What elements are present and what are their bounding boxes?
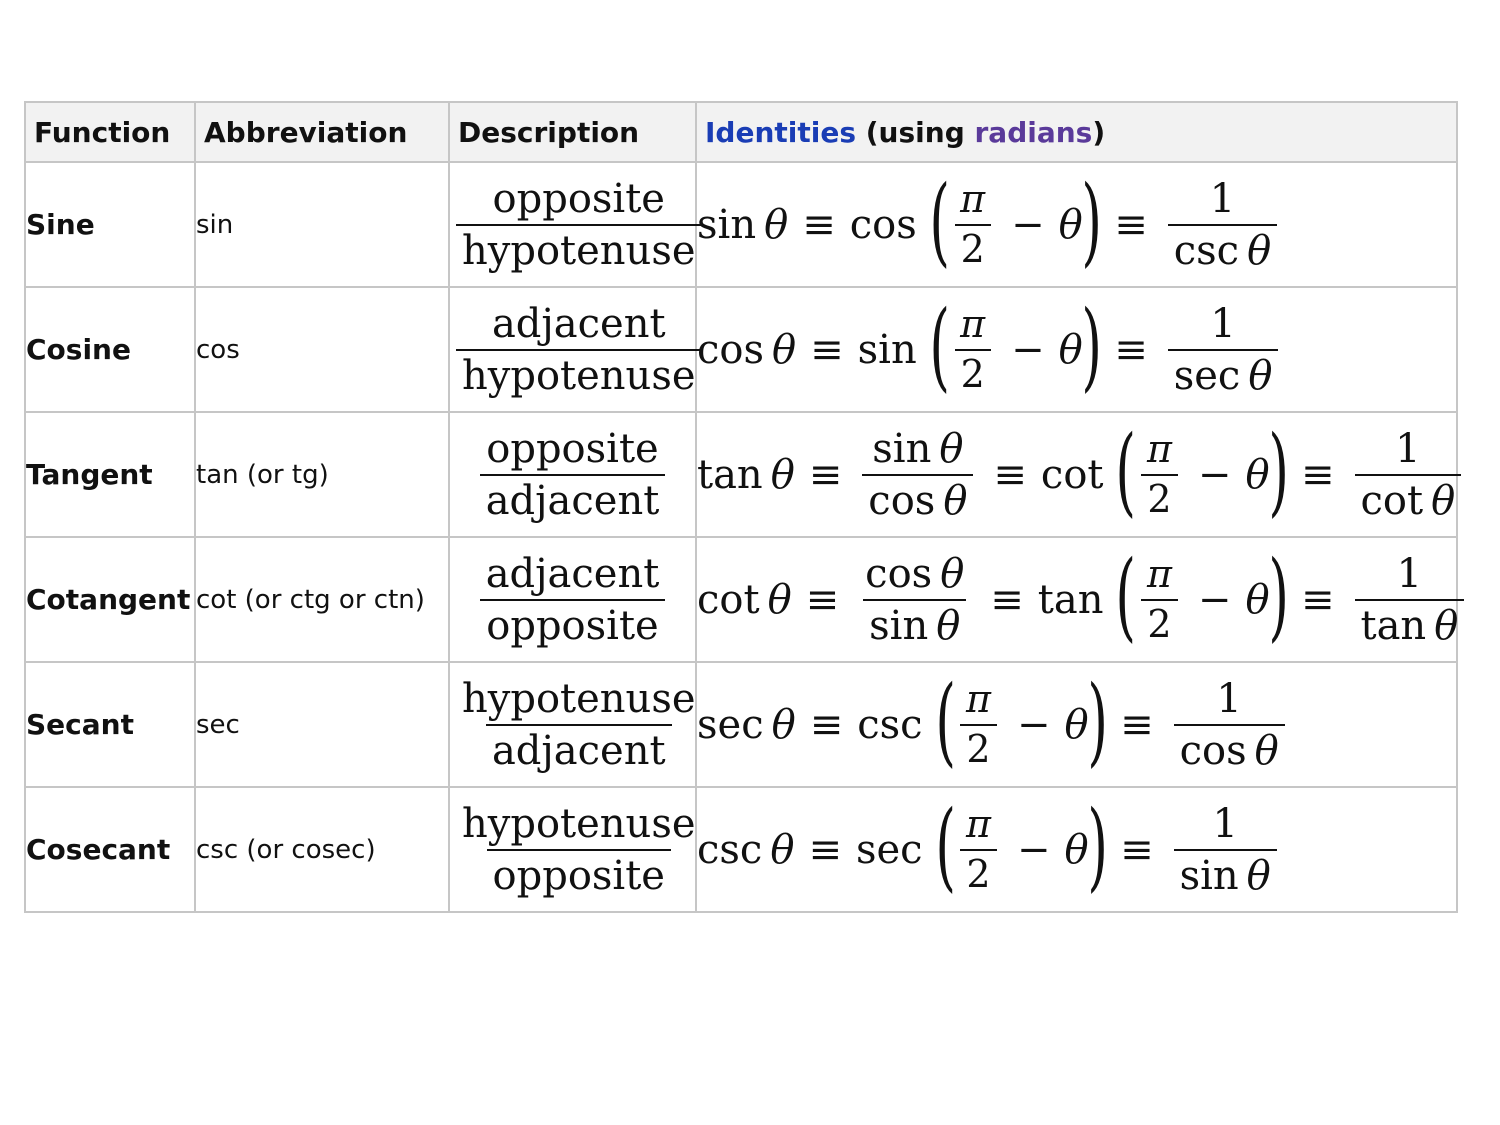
identity-formula — [697, 539, 1470, 652]
header-identities-mid: (using — [856, 115, 975, 149]
description-ratio — [456, 675, 702, 774]
right-paren: ) — [1081, 164, 1102, 277]
table-row — [25, 787, 1457, 912]
minus-symbol: − — [1017, 826, 1051, 873]
right-paren: ) — [1087, 664, 1108, 777]
description-ratio — [480, 550, 666, 649]
right-paren: ) — [1081, 289, 1102, 402]
two-digit: 2 — [960, 226, 985, 271]
description-ratio — [456, 175, 702, 274]
reciprocal-identity-numerator — [1391, 550, 1428, 599]
identity-cell — [696, 662, 1457, 787]
theta-symbol: θ — [940, 550, 965, 597]
reciprocal-identity-numerator — [1204, 300, 1241, 349]
trig-functions-table — [24, 101, 1458, 913]
equiv-symbol: ≡ — [808, 826, 842, 873]
left-paren: ( — [1115, 414, 1137, 527]
description-numerator-text: opposite — [492, 175, 665, 222]
description-ratio-numerator — [456, 800, 702, 849]
theta-symbol: θ — [767, 576, 792, 623]
quotient-identity — [859, 550, 970, 649]
reciprocal-identity — [1168, 175, 1277, 274]
pi-over-two-denominator — [955, 224, 991, 270]
minus-symbol: − — [1197, 451, 1232, 498]
description-ratio — [480, 425, 666, 524]
identity-formula — [697, 414, 1467, 527]
theta-symbol: θ — [1246, 852, 1271, 899]
theta-symbol: θ — [936, 602, 961, 649]
identity-formula — [697, 789, 1283, 902]
cofunction: cos — [849, 201, 917, 248]
reciprocal-function: cos — [1179, 727, 1247, 774]
reciprocal-identity-numerator — [1210, 675, 1247, 724]
one-digit: 1 — [1396, 550, 1423, 597]
pi-symbol: π — [1146, 551, 1172, 596]
lhs-function: csc — [697, 826, 763, 873]
header-function: Function — [25, 102, 195, 162]
minus-symbol: − — [1197, 576, 1232, 623]
two-digit: 2 — [960, 351, 985, 396]
right-paren: ) — [1267, 539, 1289, 652]
reciprocal-identity-numerator — [1389, 425, 1426, 474]
left-paren: ( — [929, 164, 950, 277]
reciprocal-identity — [1174, 675, 1285, 774]
pi-over-two — [1141, 426, 1178, 521]
theta-symbol: θ — [1247, 227, 1272, 274]
reciprocal-function: sec — [1173, 352, 1241, 399]
pi-over-two — [960, 801, 997, 896]
cofunction: csc — [857, 701, 923, 748]
table-body — [25, 162, 1457, 912]
description-denominator-text: opposite — [486, 602, 659, 649]
description-denominator-text: hypotenuse — [462, 352, 696, 399]
equiv-symbol: ≡ — [1120, 826, 1154, 873]
minus-symbol: − — [1011, 326, 1045, 373]
description-numerator-text: adjacent — [485, 550, 660, 597]
description-ratio-denominator — [487, 849, 671, 897]
left-paren: ( — [1115, 539, 1137, 652]
description-numerator-text: hypotenuse — [462, 675, 696, 722]
one-digit: 1 — [1210, 300, 1236, 347]
theta-symbol: θ — [1058, 201, 1083, 248]
table-row — [25, 662, 1457, 787]
theta-symbol: θ — [1064, 826, 1089, 873]
description-denominator-text: hypotenuse — [462, 227, 696, 274]
reciprocal-identity-denominator — [1355, 599, 1465, 647]
radians-link[interactable]: radians — [974, 115, 1093, 149]
pi-over-two-denominator — [1141, 599, 1177, 645]
cofunction: sin — [857, 326, 917, 373]
pi-symbol: π — [960, 301, 986, 346]
minus-symbol: − — [1017, 701, 1051, 748]
minus-symbol: − — [1011, 201, 1045, 248]
cofunction: cot — [1040, 451, 1104, 498]
reciprocal-identity-denominator — [1168, 349, 1279, 397]
reciprocal-identity-denominator — [1174, 849, 1277, 897]
theta-symbol: θ — [770, 451, 795, 498]
identity-cell — [696, 412, 1457, 537]
quotient-identity-numerator — [866, 425, 969, 474]
description-cell — [449, 287, 696, 412]
reciprocal-identity-denominator — [1168, 224, 1277, 272]
identity-cell — [696, 537, 1457, 662]
description-ratio-numerator — [456, 675, 702, 724]
function-abbreviation: sec — [195, 662, 449, 787]
quotient-identity-denominator — [863, 599, 966, 647]
theta-symbol: θ — [1431, 477, 1456, 524]
pi-over-two-denominator — [960, 849, 996, 895]
right-paren: ) — [1087, 789, 1108, 902]
description-ratio-denominator — [456, 349, 702, 397]
reciprocal-function: csc — [1173, 227, 1240, 274]
equiv-symbol: ≡ — [1120, 701, 1154, 748]
description-cell — [449, 412, 696, 537]
quotient-num-function: cos — [865, 550, 933, 597]
description-ratio-denominator — [480, 474, 666, 522]
function-name: Secant — [25, 662, 195, 787]
theta-symbol: θ — [772, 326, 797, 373]
pi-over-two-numerator — [960, 676, 997, 724]
left-paren: ( — [934, 789, 956, 902]
pi-over-two — [954, 176, 991, 271]
pi-over-two-denominator — [960, 724, 996, 770]
theta-symbol: θ — [1245, 451, 1270, 498]
pi-over-two-numerator — [954, 301, 991, 349]
pi-symbol: π — [1146, 426, 1172, 471]
description-ratio-numerator — [487, 175, 671, 224]
right-paren: ) — [1267, 414, 1289, 527]
identity-formula — [697, 164, 1283, 277]
two-digit: 2 — [1147, 476, 1172, 521]
description-ratio — [456, 300, 702, 399]
description-denominator-text: opposite — [492, 852, 665, 899]
quotient-identity-denominator — [862, 474, 973, 522]
pi-over-two-denominator — [955, 349, 991, 395]
table-row — [25, 412, 1457, 537]
header-abbreviation: Abbreviation — [195, 102, 449, 162]
description-ratio-denominator — [480, 599, 664, 647]
identities-link[interactable]: Identities — [705, 115, 857, 149]
theta-symbol: θ — [1434, 602, 1459, 649]
theta-symbol: θ — [770, 826, 795, 873]
description-numerator-text: adjacent — [491, 300, 666, 347]
theta-symbol: θ — [943, 477, 968, 524]
pi-over-two — [954, 301, 991, 396]
equiv-symbol: ≡ — [810, 326, 844, 373]
description-cell — [449, 662, 696, 787]
table-row — [25, 162, 1457, 287]
description-cell — [449, 537, 696, 662]
lhs-function: sin — [697, 201, 757, 248]
header-identities — [696, 102, 1457, 162]
reciprocal-function: sin — [1179, 852, 1239, 899]
description-numerator-text: hypotenuse — [462, 800, 696, 847]
function-name: Cosecant — [25, 787, 195, 912]
reciprocal-identity — [1174, 800, 1277, 899]
quotient-den-function: cos — [868, 477, 936, 524]
equiv-symbol: ≡ — [805, 576, 840, 623]
reciprocal-identity-numerator — [1204, 175, 1241, 224]
pi-over-two-numerator — [960, 801, 997, 849]
reciprocal-identity — [1355, 550, 1465, 649]
description-numerator-text: opposite — [486, 425, 659, 472]
function-name: Cosine — [25, 287, 195, 412]
description-cell — [449, 162, 696, 287]
description-ratio-numerator — [486, 300, 672, 349]
one-digit: 1 — [1212, 800, 1238, 847]
identity-cell — [696, 787, 1457, 912]
reciprocal-function: tan — [1360, 602, 1427, 649]
theta-symbol: θ — [1254, 727, 1279, 774]
pi-symbol: π — [960, 176, 986, 221]
pi-over-two-numerator — [954, 176, 991, 224]
table-row — [25, 537, 1457, 662]
quotient-identity-numerator — [859, 550, 970, 599]
identity-formula — [697, 289, 1284, 402]
identity-cell — [696, 162, 1457, 287]
pi-symbol: π — [966, 801, 991, 846]
description-cell — [449, 787, 696, 912]
one-digit: 1 — [1395, 425, 1421, 472]
equiv-symbol: ≡ — [1300, 576, 1335, 623]
function-abbreviation: cos — [195, 287, 449, 412]
table-row — [25, 287, 1457, 412]
cofunction: sec — [855, 826, 923, 873]
equiv-symbol: ≡ — [802, 201, 836, 248]
table-header-row — [25, 102, 1457, 162]
lhs-function: sec — [697, 701, 764, 748]
equiv-symbol: ≡ — [1300, 451, 1335, 498]
two-digit: 2 — [966, 726, 991, 771]
cofunction: tan — [1037, 576, 1104, 623]
description-denominator-text: adjacent — [485, 477, 660, 524]
lhs-function: tan — [697, 451, 763, 498]
theta-symbol: θ — [1245, 576, 1270, 623]
description-ratio-numerator — [480, 550, 666, 599]
function-abbreviation: sin — [195, 162, 449, 287]
reciprocal-identity — [1355, 425, 1462, 524]
theta-symbol: θ — [939, 425, 964, 472]
function-name: Sine — [25, 162, 195, 287]
theta-symbol: θ — [771, 701, 796, 748]
equiv-symbol: ≡ — [990, 576, 1024, 623]
function-abbreviation: cot (or ctg or ctn) — [195, 537, 449, 662]
theta-symbol: θ — [1058, 326, 1083, 373]
two-digit: 2 — [966, 851, 991, 896]
one-digit: 1 — [1209, 175, 1236, 222]
reciprocal-function: cot — [1360, 477, 1424, 524]
equiv-symbol: ≡ — [809, 701, 844, 748]
pi-over-two-numerator — [1141, 426, 1178, 474]
equiv-symbol: ≡ — [808, 451, 843, 498]
description-ratio — [456, 800, 702, 899]
quotient-identity — [862, 425, 973, 524]
description-ratio-denominator — [486, 724, 672, 772]
reciprocal-identity-denominator — [1174, 724, 1285, 772]
lhs-function: cot — [697, 576, 760, 623]
equiv-symbol: ≡ — [1114, 201, 1148, 248]
pi-over-two-denominator — [1141, 474, 1177, 520]
description-denominator-text: adjacent — [491, 727, 666, 774]
left-paren: ( — [934, 664, 956, 777]
description-ratio-numerator — [480, 425, 664, 474]
pi-symbol: π — [966, 676, 991, 721]
theta-symbol: θ — [764, 201, 789, 248]
reciprocal-identity — [1168, 300, 1279, 399]
reciprocal-identity-numerator — [1206, 800, 1243, 849]
pi-over-two-numerator — [1141, 551, 1178, 599]
identity-cell — [696, 287, 1457, 412]
header-description: Description — [449, 102, 696, 162]
function-abbreviation: tan (or tg) — [195, 412, 449, 537]
function-abbreviation: csc (or cosec) — [195, 787, 449, 912]
description-ratio-denominator — [456, 224, 702, 272]
left-paren: ( — [929, 289, 950, 402]
header-identities-end: ) — [1092, 115, 1106, 149]
equiv-symbol: ≡ — [993, 451, 1027, 498]
identity-formula — [697, 664, 1291, 777]
one-digit: 1 — [1216, 675, 1242, 722]
theta-symbol: θ — [1064, 701, 1089, 748]
reciprocal-identity-denominator — [1355, 474, 1462, 522]
two-digit: 2 — [1147, 601, 1172, 646]
lhs-function: cos — [697, 326, 765, 373]
equiv-symbol: ≡ — [1114, 326, 1148, 373]
function-name: Cotangent — [25, 537, 195, 662]
function-name: Tangent — [25, 412, 195, 537]
theta-symbol: θ — [1248, 352, 1273, 399]
pi-over-two — [1141, 551, 1178, 646]
pi-over-two — [960, 676, 997, 771]
quotient-num-function: sin — [872, 425, 932, 472]
quotient-den-function: sin — [869, 602, 929, 649]
